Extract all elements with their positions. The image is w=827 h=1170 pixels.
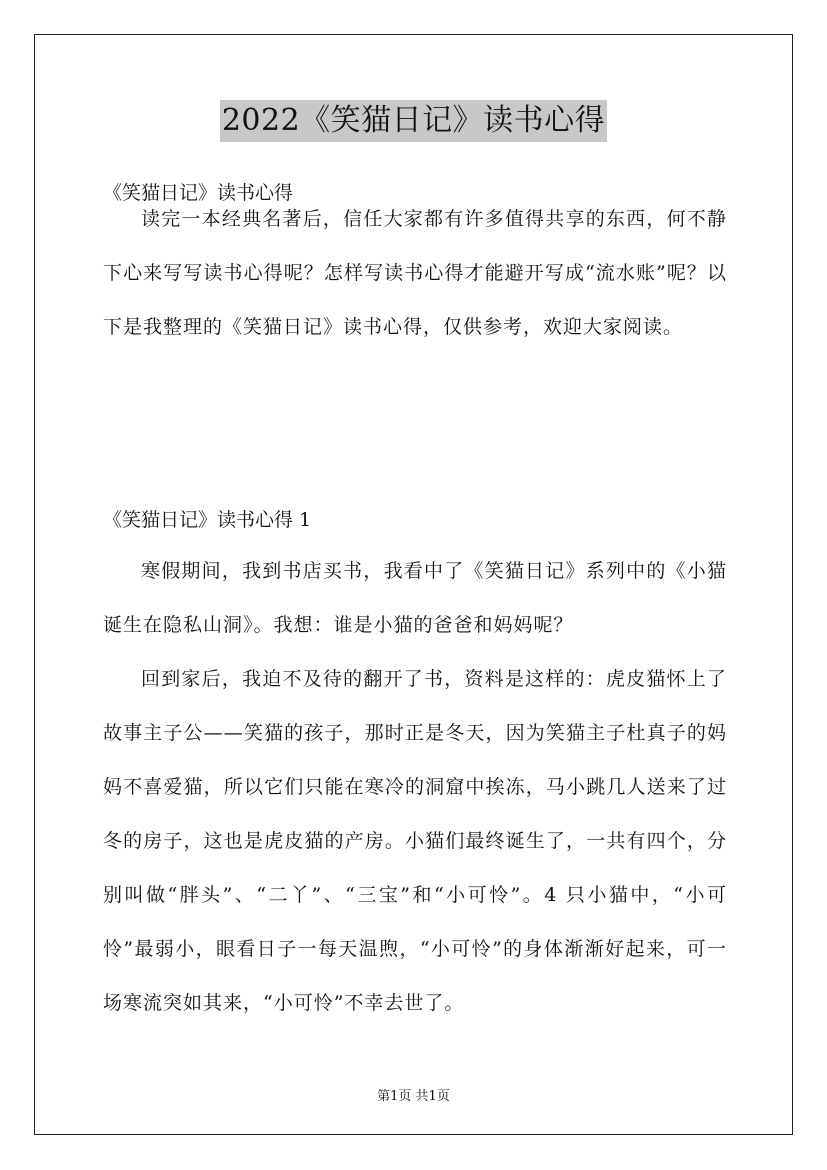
section-heading: 《笑猫日记》读书心得 1 [103, 509, 312, 531]
intro-paragraph: 读完一本经典名著后，信任大家都有许多值得共享的东西，何不静下心来写写读书心得呢？怎样写读书心得才能避开写成“流水账”呢？以下是我整理的《笑猫日记》读书心得，仅供参考，欢迎大家阅读。 [103, 208, 727, 338]
page-title: 2022《笑猫日记》读书心得 [220, 100, 607, 142]
title-wrap [0, 100, 827, 142]
section-paragraph-1: 寒假期间，我到书店买书，我看中了《笑猫日记》系列中的《小猫诞生在隐私山洞》。我想：谁是小猫的爸爸和妈妈呢？ [103, 560, 727, 636]
document-subtitle: 《笑猫日记》读书心得 [103, 182, 294, 204]
page-footer: 第1页 共1页 [377, 1089, 450, 1104]
section-paragraph-2: 回到家后，我迫不及待的翻开了书，资料是这样的：虎皮猫怀上了故事主子公——笑猫的孩子，那时正是冬天，因为笑猫主子杜真子的妈妈不喜爱猫，所以它们只能在寒冷的洞窟中挨冻，马小跳几人送来了过冬的房子，这也是虎皮猫的产房。小猫们最终诞生了，一共有四个，分别叫做“胖头”、“二丫”、“三宝”和“小可怜”。4 只小猫中，“小可怜”最弱小，眼看日子一每天温煦，“小可怜”的身体渐渐好起来，可一场寒流突如其来，“小可怜”不幸去世了。 [103, 668, 727, 1014]
